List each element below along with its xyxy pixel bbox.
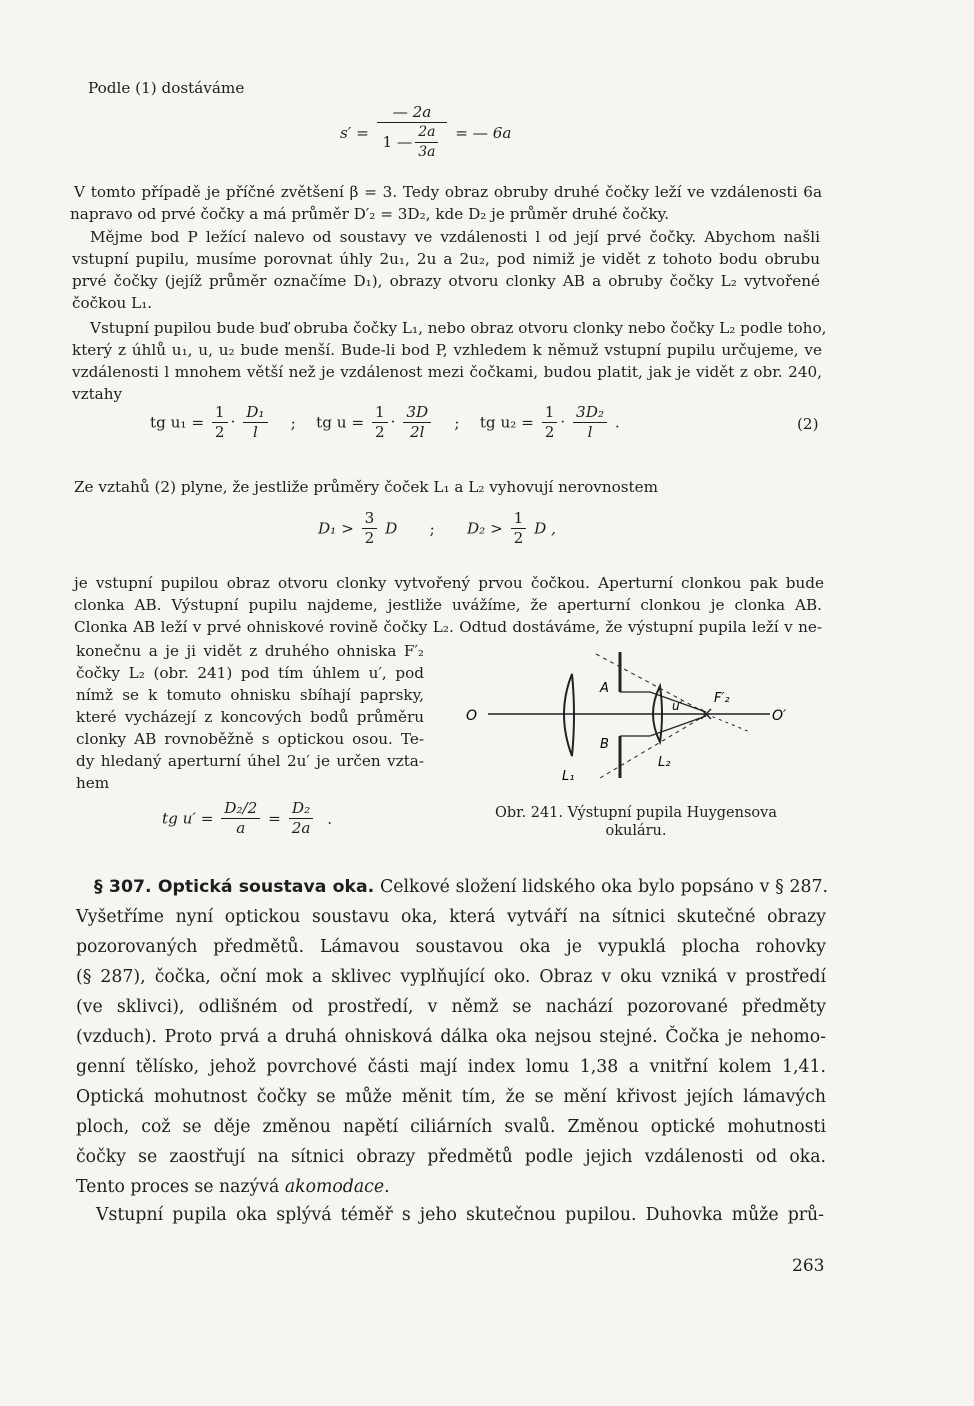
p5-narrow-7: hem	[76, 774, 110, 792]
eq4-num1: D₂/2	[224, 799, 258, 817]
section-first-rest: Celkové složení lidského oka bylo popsáno v § 287.	[374, 877, 828, 897]
section-line-9: čočky se zaostřují na sítnici obrazy předmětů podle jejich vzdálenosti od oka.	[76, 1147, 826, 1167]
p2-line-1: Mějme bod P ležící nalevo od soustavy ve vzdálenosti l od její prvé čočky. Abychom našli	[90, 228, 820, 246]
equation-1	[340, 104, 511, 161]
eq1-numerator: — 2a	[392, 103, 432, 121]
eq4-den2: 2a	[291, 819, 311, 837]
section-line-2: pozorovaných předmětů. Lámavou soustavou oka je vypuklá plocha rohovky	[76, 937, 826, 957]
dashed-ray-exit	[706, 714, 750, 732]
eq1-den-denominator: 3a	[418, 144, 436, 160]
eq1-lhs: s′ =	[340, 123, 369, 142]
eq2-b-num1: 1	[372, 404, 388, 423]
label-f2: F′₂	[714, 691, 730, 706]
eq4-num2: D₂	[291, 799, 311, 817]
section-line-5: (vzduch). Proto prvá a druhá ohnisková dálka oka nejsou stejné. Čočka je nehomo-	[76, 1027, 826, 1047]
eq2-number: (2)	[797, 415, 819, 433]
eq4-end: .	[327, 809, 333, 828]
eq3-b-rhs: D ,	[534, 519, 556, 538]
p5-narrow-2: čočky L₂ (obr. 241) pod tím úhlem u′, pod	[76, 664, 424, 682]
label-o-prime: O′	[772, 708, 787, 724]
p2-line-2: vstupní pupilu, musíme porovnat úhly 2u₁, 2u a 2u₂, pod nimiž je vidět z tohoto bodu obrubu	[72, 250, 820, 268]
p3-line-1: Vstupní pupilou bude buď obruba čočky L₁, nebo obraz otvoru clonky nebo čočky L₂ podle toho,	[90, 319, 827, 337]
ray-lower	[620, 716, 706, 736]
p2-line-4: čočkou L₁.	[72, 294, 153, 312]
p3-line-4: vztahy	[72, 385, 123, 403]
eq1-fraction	[377, 104, 448, 161]
label-l2: L₂	[658, 755, 671, 770]
page-number: 263	[792, 1256, 825, 1276]
section-line-3: (§ 287), čočka, oční mok a sklivec vyplňující oko. Obraz v oku vzniká v prostředí	[76, 967, 826, 987]
eq2-end: .	[614, 413, 620, 432]
p5-narrow-3: nímž se k tomuto ohnisku sbíhají paprsky,	[76, 686, 424, 704]
equation-3	[318, 510, 556, 547]
eq3-a-lhs: D₁ >	[318, 519, 354, 538]
label-b: B	[600, 737, 609, 752]
caption-line-1: Obr. 241. Výstupní pupila Huygensova	[495, 805, 777, 821]
eq3-b-den: 2	[513, 529, 524, 547]
eq2-a-num1: 1	[212, 404, 228, 423]
section-next-line: Vstupní pupila oka splývá téměř s jeho skutečnou pupilou. Duhovka může prů-	[96, 1205, 824, 1225]
figure-caption	[470, 804, 802, 840]
eq3-sep: ;	[429, 519, 435, 538]
lens-l1	[564, 674, 574, 756]
equation-2: tg u₁ = $\frac{1}{2}$ · $\frac{\text{D₁}}{l}$ ; tg u = $\frac{1}{2}$ · $\frac{3D}{2l}$ ; tg u₂ = $\frac{1}{2}$ · $\frac{\text{3D₂}}{l}$ .	[150, 403, 620, 441]
eq3-a-den: 2	[364, 529, 375, 547]
section-last-em: akomodace.	[284, 1177, 390, 1197]
eq4-lhs: tg u′ =	[162, 809, 214, 828]
label-o: O	[466, 708, 478, 724]
eq2-c-num1: 1	[542, 404, 558, 423]
eq2-c-num2: 3D₂	[576, 403, 604, 421]
eq1-den-prefix: 1 —	[382, 133, 413, 151]
section-line-6: genní tělísko, jehož povrchové části mají index lomu 1,38 a vnitřní kolem 1,41.	[76, 1057, 826, 1077]
p3-line-3: vzdálenosti l mnohem větší než je vzdálenost mezi čočkami, budou platit, jak je vidět z obr. 240,	[72, 363, 822, 381]
p5-line-3: Clonka AB leží v prvé ohniskové rovině čočky L₂. Odtud dostáváme, že výstupní pupila leží v ne-	[74, 618, 822, 636]
ray-upper	[620, 692, 706, 712]
eq2-a-den1: 2	[214, 423, 225, 441]
section-line-10	[76, 1172, 390, 1203]
eq2-c-den2: l	[587, 423, 593, 441]
eq2-b-den1: 2	[374, 423, 385, 441]
caption-line-2: okuláru.	[605, 823, 667, 839]
p2-line-3: prvé čočky (jejíž průměr označíme D₁), obrazy otvoru clonky AB a obruby čočky L₂ vytvořené	[72, 272, 820, 290]
p5-line-1: je vstupní pupilou obraz otvoru clonky vytvořený prvou čočkou. Aperturní clonkou pak bude	[74, 574, 824, 592]
p5-narrow-6: dy hledaný aperturní úhel 2u′ je určen vzta-	[76, 752, 424, 770]
section-first-line	[94, 872, 828, 903]
dashed-ray-upper	[596, 654, 706, 713]
eq2-c-lhs: tg u₂ =	[479, 413, 534, 432]
p1-line-2: napravo od prvé čočky a má průměr D′₂ = 3D₂, kde D₂ je průměr druhé čočky.	[70, 205, 670, 223]
label-l1: L₁	[562, 769, 575, 784]
eq4-mid: =	[268, 809, 281, 828]
eq4-den1: a	[236, 819, 246, 837]
section-line-7: Optická mohutnost čočky se může měnit tím, že se mění křivost jejích lámavých	[76, 1087, 826, 1107]
eq1-rhs: = — 6a	[455, 123, 512, 142]
eq2-b-lhs: tg u =	[316, 413, 365, 432]
figure-241-diagram	[460, 640, 820, 790]
section-last-pre: Tento proces se nazývá	[76, 1177, 285, 1197]
eq3-b-num: 1	[511, 510, 527, 529]
eq2-sep-1: ;	[290, 413, 296, 432]
section-line-4: (ve sklivci), odlišném od prostředí, v němž se nachází pozorované předměty	[76, 997, 826, 1017]
eq2-a-num2: D₁	[246, 403, 265, 421]
eq2-a-den2: l	[252, 423, 258, 441]
label-u-prime: u′	[672, 699, 683, 713]
section-line-1: Vyšetříme nyní optickou soustavu oka, která vytváří na sítnici skutečné obrazy	[76, 907, 826, 927]
p5-line-2: clonka AB. Výstupní pupilu najdeme, jestliže uvážíme, že aperturní clonkou je clonka AB.	[74, 596, 822, 614]
section-heading: § 307. Optická soustava oka.	[94, 877, 375, 897]
eq2-c-den1: 2	[544, 423, 555, 441]
intro-text: Podle (1) dostáváme	[88, 79, 245, 97]
eq1-den-numerator: 2a	[418, 124, 436, 140]
eq3-b-lhs: D₂ >	[467, 519, 503, 538]
p3-line-2: který z úhlů u₁, u, u₂ bude menší. Bude-li bod P, vzhledem k němuž vstupní pupilu určujeme, ve	[72, 341, 822, 359]
p5-narrow-5: clonky AB rovnoběžně s optickou osou. Te-	[76, 730, 424, 748]
eq2-sep-2: ;	[454, 413, 460, 432]
p4-text: Ze vztahů (2) plyne, že jestliže průměry čoček L₁ a L₂ vyhovují nerovnostem	[74, 478, 659, 496]
p5-narrow-1: konečnu a je ji vidět z druhého ohniska F′₂	[76, 642, 424, 660]
section-line-8: ploch, což se děje změnou napětí ciliárních svalů. Změnou optické mohutnosti	[76, 1117, 826, 1137]
label-a: A	[600, 681, 609, 696]
p5-narrow-4: které vycházejí z koncových bodů průměru	[76, 708, 424, 726]
p1-line-1: V tomto případě je příčné zvětšení β = 3. Tedy obraz obruby druhé čočky leží ve vzdálenosti 6a	[74, 183, 822, 201]
eq2-b-den2: 2l	[409, 423, 425, 441]
eq2-a-lhs: tg u₁ =	[150, 413, 205, 432]
eq3-a-num: 3	[362, 510, 378, 529]
eq3-a-rhs: D	[385, 519, 398, 538]
equation-4	[162, 800, 332, 837]
eq2-b-num2: 3D	[406, 403, 429, 421]
